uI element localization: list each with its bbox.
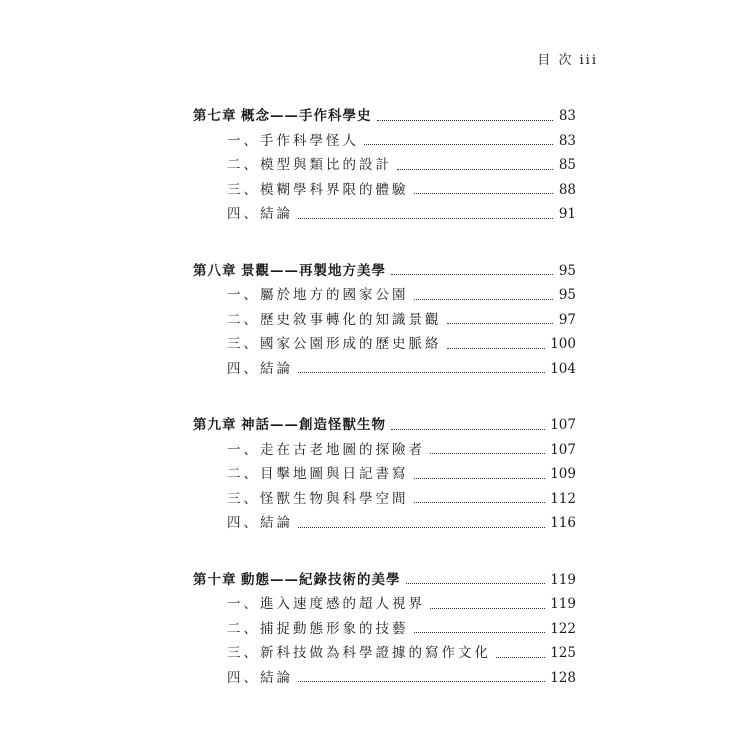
section-entry <box>193 178 576 203</box>
section-title: 四、結論 <box>227 669 293 686</box>
section-page-number: 104 <box>550 360 576 377</box>
dot-leader <box>397 169 553 170</box>
chapter-block <box>193 568 576 691</box>
section-entry <box>193 332 576 357</box>
section-entry <box>193 462 576 487</box>
section-entry <box>193 487 576 512</box>
chapter-block <box>193 104 576 227</box>
dot-leader <box>447 348 546 349</box>
chapter-page-number: 83 <box>558 108 576 124</box>
dot-leader <box>430 453 545 454</box>
chapter-entry <box>193 104 576 129</box>
chapter-block <box>193 259 576 382</box>
dot-leader <box>298 681 545 682</box>
section-entry <box>193 641 576 666</box>
chapter-page-number: 107 <box>550 417 576 433</box>
section-title: 二、目擊地圖與日記書寫 <box>227 466 409 482</box>
table-of-contents <box>193 104 576 722</box>
dot-leader <box>414 299 554 300</box>
chapter-number: 第九章 <box>193 417 237 433</box>
dot-leader <box>496 657 545 658</box>
chapter-title: 景觀——再製地方美學 <box>241 262 386 279</box>
chapter-number: 第八章 <box>193 262 237 279</box>
section-page-number: 107 <box>550 441 576 458</box>
section-title: 四、結論 <box>227 515 293 531</box>
header-page-number: iii <box>579 53 598 68</box>
chapter-title: 神話——創造怪獸生物 <box>241 417 386 433</box>
dot-leader <box>298 218 553 219</box>
dot-leader <box>364 144 553 145</box>
header-label: 目 次 <box>537 53 574 68</box>
dot-leader <box>447 323 554 324</box>
chapter-entry <box>193 259 576 284</box>
section-entry <box>193 129 576 154</box>
section-entry <box>193 438 576 463</box>
section-entry <box>193 308 576 333</box>
section-title: 二、歷史敘事轉化的知識景觀 <box>227 311 442 328</box>
section-page-number: 83 <box>558 132 576 149</box>
section-title: 三、新科技做為科學證據的寫作文化 <box>227 645 491 661</box>
dot-leader <box>377 120 554 121</box>
chapter-number: 第七章 <box>193 108 237 124</box>
chapter-title: 概念——手作科學史 <box>241 108 372 124</box>
section-title: 四、結論 <box>227 360 293 377</box>
chapter-number: 第十章 <box>193 571 237 588</box>
section-title: 二、捕捉動態形象的技藝 <box>227 620 409 637</box>
running-header <box>537 49 598 68</box>
dot-leader <box>414 193 554 194</box>
dot-leader <box>391 274 553 275</box>
section-page-number: 95 <box>558 287 576 303</box>
section-page-number: 97 <box>558 311 576 328</box>
section-entry <box>193 357 576 382</box>
dot-leader <box>298 372 545 373</box>
section-page-number: 116 <box>550 515 576 531</box>
section-title: 三、國家公園形成的歷史脈絡 <box>227 336 442 352</box>
section-page-number: 119 <box>550 596 576 612</box>
section-title: 一、手作科學怪人 <box>227 132 359 149</box>
dot-leader <box>430 608 545 609</box>
dot-leader <box>414 632 546 633</box>
section-page-number: 128 <box>550 669 576 686</box>
section-title: 三、模糊學科界限的體驗 <box>227 181 409 198</box>
section-title: 一、屬於地方的國家公園 <box>227 287 409 303</box>
dot-leader <box>391 429 545 430</box>
section-page-number: 91 <box>558 206 576 222</box>
section-entry <box>193 592 576 617</box>
section-page-number: 85 <box>558 157 576 173</box>
section-page-number: 88 <box>558 181 576 198</box>
section-entry <box>193 511 576 536</box>
section-entry <box>193 153 576 178</box>
section-title: 三、怪獸生物與科學空間 <box>227 490 409 507</box>
dot-leader <box>414 502 546 503</box>
section-page-number: 122 <box>550 620 576 637</box>
chapter-page-number: 119 <box>550 571 576 588</box>
dot-leader <box>298 527 545 528</box>
section-title: 一、進入速度感的超人視界 <box>227 596 425 612</box>
section-page-number: 125 <box>550 645 576 661</box>
section-entry <box>193 666 576 691</box>
section-title: 四、結論 <box>227 206 293 222</box>
section-entry <box>193 617 576 642</box>
section-page-number: 109 <box>550 466 576 482</box>
section-entry <box>193 283 576 308</box>
section-entry <box>193 202 576 227</box>
dot-leader <box>414 478 546 479</box>
chapter-entry <box>193 568 576 593</box>
chapter-entry <box>193 413 576 438</box>
chapter-page-number: 95 <box>558 262 576 279</box>
section-page-number: 100 <box>550 336 576 352</box>
section-title: 一、走在古老地圖的探險者 <box>227 441 425 458</box>
dot-leader <box>406 583 546 584</box>
section-page-number: 112 <box>550 490 576 507</box>
section-title: 二、模型與類比的設計 <box>227 157 392 173</box>
chapter-block <box>193 413 576 536</box>
chapter-title: 動態——紀錄技術的美學 <box>241 571 401 588</box>
